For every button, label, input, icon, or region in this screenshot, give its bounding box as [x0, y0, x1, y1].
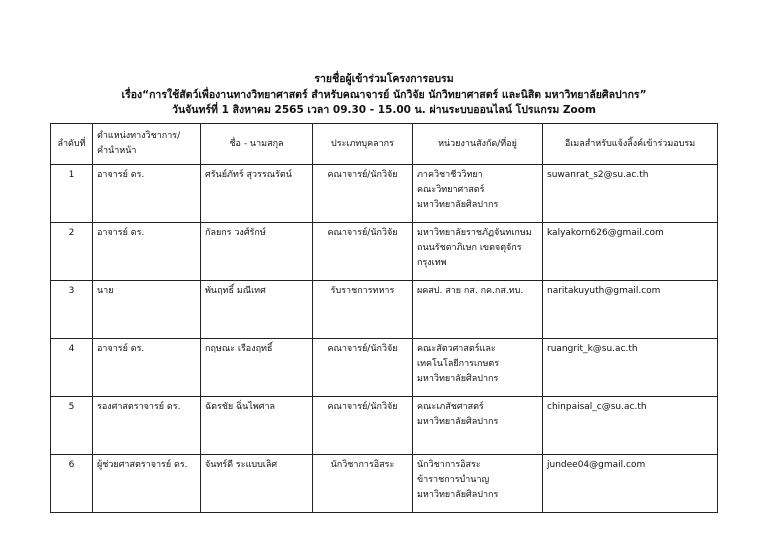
document-subtitle: เรื่อง“การใช้สัตว์เพื่องานทางวิทยาศาสตร์ สำหรับคณาจารย์ นักวิจัย นักวิทยาศาสตร์ และนิสิต มหาวิทยาลัยศิลปากร”	[121, 89, 647, 101]
row-email: ruangrit_k@su.ac.th	[543, 339, 718, 397]
row-email: jundee04@gmail.com	[543, 455, 718, 513]
row-unit	[413, 397, 543, 455]
participants-table	[50, 123, 718, 513]
row-unit-line: กรุงเทพ	[417, 258, 447, 268]
row-name: ฉัตรชัย ฉิ่นไพศาล	[201, 397, 313, 455]
row-no: 3	[51, 281, 93, 339]
row-no: 6	[51, 455, 93, 513]
document-schedule: วันจันทร์ที่ 1 สิงหาคม 2565 เวลา 09.30 - 15.00 น. ผ่านระบบออนไลน์ โปรแกรม Zoom	[172, 104, 596, 116]
row-name: พันฤทธิ์ มณีเทศ	[201, 281, 313, 339]
row-position: นาย	[93, 281, 201, 339]
row-unit-line: คณะเภสัชศาสตร์	[417, 402, 484, 412]
header-type: ประเภทบุคลากร	[313, 124, 413, 165]
row-type: คณาจารย์/นักวิจัย	[313, 223, 413, 281]
document-title: รายชื่อผู้เข้าร่วมโครงการอบรม	[314, 73, 454, 85]
row-name: จันทร์ดี ระแบบเลิศ	[201, 455, 313, 513]
row-position: อาจารย์ ดร.	[93, 223, 201, 281]
row-unit-line: คณะวิทยาศาสตร์	[417, 185, 485, 195]
header-email: อีเมลสำหรับแจ้งลิ้งค์เข้าร่วมอบรม	[543, 124, 718, 165]
row-unit	[413, 339, 543, 397]
table-row	[51, 281, 718, 339]
header-position-line1: ตำแหน่งทางวิชาการ/	[97, 131, 181, 141]
row-email: suwanrat_s2@su.ac.th	[543, 165, 718, 223]
row-no: 5	[51, 397, 93, 455]
row-unit	[413, 281, 543, 339]
row-unit-line: เทคโนโลยีการเกษตร	[417, 359, 500, 369]
table-row	[51, 397, 718, 455]
row-name: ศรันย์ภัทร์ สุวรรณรัตน์	[201, 165, 313, 223]
row-unit-line: ถนนรัชดาภิเษก เขตจตุจักร	[417, 243, 522, 253]
row-unit-line: คณะสัตวศาสตร์และ	[417, 344, 496, 354]
row-name: กัลยกร วงศ์รักษ์	[201, 223, 313, 281]
table-header-row	[51, 124, 718, 165]
row-unit-line: ภาควิชาชีววิทยา	[417, 170, 483, 180]
header-name: ชื่อ - นามสกุล	[201, 124, 313, 165]
row-type: คณาจารย์/นักวิจัย	[313, 339, 413, 397]
header-no: ลำดับที่	[51, 124, 93, 165]
row-position: อาจารย์ ดร.	[93, 165, 201, 223]
row-unit-line: มหาวิทยาลัยราชภัฏจันทเกษม	[417, 228, 532, 238]
row-name: กฤษณะ เรืองฤทธิ์	[201, 339, 313, 397]
row-unit	[413, 455, 543, 513]
row-type: นักวิชาการอิสระ	[313, 455, 413, 513]
row-type: คณาจารย์/นักวิจัย	[313, 165, 413, 223]
table-row	[51, 339, 718, 397]
row-email: chinpaisal_c@su.ac.th	[543, 397, 718, 455]
row-no: 2	[51, 223, 93, 281]
header-position-line2: คำนำหน้า	[97, 146, 137, 156]
table-row	[51, 165, 718, 223]
row-type: รับราชการทหาร	[313, 281, 413, 339]
row-unit-line: มหาวิทยาลัยศิลปากร	[417, 490, 499, 500]
row-position: รองศาสตราจารย์ ดร.	[93, 397, 201, 455]
table-row	[51, 455, 718, 513]
row-email: naritakuyuth@gmail.com	[543, 281, 718, 339]
header-position	[93, 124, 201, 165]
row-no: 1	[51, 165, 93, 223]
row-unit	[413, 223, 543, 281]
row-type: คณาจารย์/นักวิจัย	[313, 397, 413, 455]
row-unit-line: มหาวิทยาลัยศิลปากร	[417, 200, 499, 210]
row-unit	[413, 165, 543, 223]
row-unit-line: ผคสป. สาย กส. กค.กส.ทบ.	[417, 286, 524, 296]
row-position: อาจารย์ ดร.	[93, 339, 201, 397]
header-unit: หน่วยงานสังกัด/ที่อยู่	[413, 124, 543, 165]
row-unit-line: มหาวิทยาลัยศิลปากร	[417, 374, 499, 384]
row-unit-line: นักวิชาการอิสระ	[417, 460, 481, 470]
row-no: 4	[51, 339, 93, 397]
row-unit-line: มหาวิทยาลัยศิลปากร	[417, 417, 499, 427]
row-email: kalyakorn626@gmail.com	[543, 223, 718, 281]
row-unit-line: ข้าราชการบำนาญ	[417, 475, 490, 485]
table-row	[51, 223, 718, 281]
row-position: ผู้ช่วยศาสตราจารย์ ดร.	[93, 455, 201, 513]
